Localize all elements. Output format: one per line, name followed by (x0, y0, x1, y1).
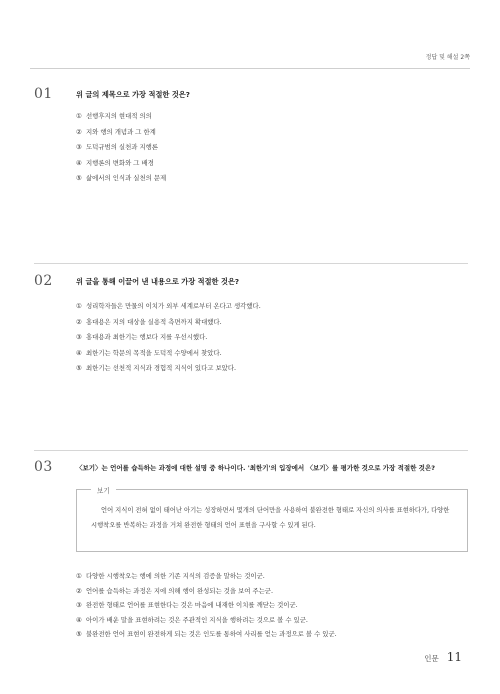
question-number: 01 (34, 86, 53, 102)
choice-item[interactable]: ④ 아이가 배운 말을 표현하려는 것은 주관적인 지식을 행하려는 것으로 볼 수 있군. (76, 615, 308, 624)
page-footer (424, 650, 462, 664)
choice-item[interactable]: ③ 도덕규범의 실천과 지행론 (76, 143, 158, 151)
example-box (76, 489, 468, 552)
example-box-label: 보기 (91, 485, 116, 495)
choice-item[interactable]: ⑤ 최한기는 선천적 지식과 경험적 지식이 있다고 보았다. (76, 364, 237, 372)
question-number: 02 (34, 273, 53, 289)
choice-item[interactable]: ③ 홍대용과 최한기는 행보다 지를 우선시했다. (76, 333, 208, 341)
question-number: 03 (34, 459, 53, 475)
answer-reference: 정답 및 해설 2쪽 (425, 54, 470, 61)
choice-item[interactable]: ③ 완전한 형태로 언어를 표현한다는 것은 마음에 내재한 이치를 깨닫는 것이군. (76, 601, 298, 609)
question-text: 위 글의 제목으로 가장 적절한 것은? (76, 90, 190, 99)
question-divider (34, 263, 468, 264)
choice-item[interactable]: ④ 최한기는 학문의 목적을 도덕적 수양에서 찾았다. (76, 348, 222, 357)
choice-item[interactable]: ① 선행후지의 현대적 의의 (76, 112, 152, 120)
example-box-text: 언어 지식이 전혀 없이 태어난 아기는 성장하면서 몇개의 단어만을 사용하여 불완전한 형태로 자신의 의사를 표현하다가, 다양한 시행착오를 반복하는 과정을 거쳐 완전한 형태의 언어 표현을 구사할 수 있게 된다. (91, 507, 450, 529)
question-divider (34, 450, 468, 451)
choice-item[interactable]: ④ 지행론의 변화와 그 배경 (76, 158, 154, 167)
question-text: 〈보기〉는 언어를 습득하는 과정에 대한 설명 중 하나이다. '최한기'의 입장에서 〈보기〉를 평가한 것으로 가장 적절한 것은? (76, 464, 435, 472)
choice-item[interactable]: ② 홍대용은 지의 대상을 실용적 측면까지 확대했다. (76, 317, 222, 326)
question-text: 위 글을 통해 이끌어 낸 내용으로 가장 적절한 것은? (76, 277, 240, 286)
choice-item[interactable]: ① 다양한 시행착오는 행에 의한 기존 지식의 검증을 말하는 것이군. (76, 572, 265, 580)
choice-item[interactable]: ② 지와 행의 개념과 그 한계 (76, 127, 156, 136)
choice-list (76, 109, 166, 187)
choice-list (76, 569, 337, 642)
choice-item[interactable]: ② 언어를 습득하는 과정은 지에 의해 행이 완성되는 것을 보여 주는군. (76, 586, 273, 595)
choice-item[interactable]: ⑤ 삶에서의 인식과 실천의 문제 (76, 174, 167, 182)
section-label: 인문 (424, 654, 439, 663)
page-number: 11 (446, 650, 462, 664)
choice-item[interactable]: ① 성리학자들은 만물의 이치가 외부 세계로부터 온다고 생각했다. (76, 302, 261, 310)
header-rule (30, 68, 470, 69)
choice-list (76, 299, 261, 377)
choice-item[interactable]: ⑤ 불완전한 언어 표현이 완전하게 되는 것은 인도를 통하여 사리를 얻는 과정으로 볼 수 있군. (76, 630, 337, 638)
